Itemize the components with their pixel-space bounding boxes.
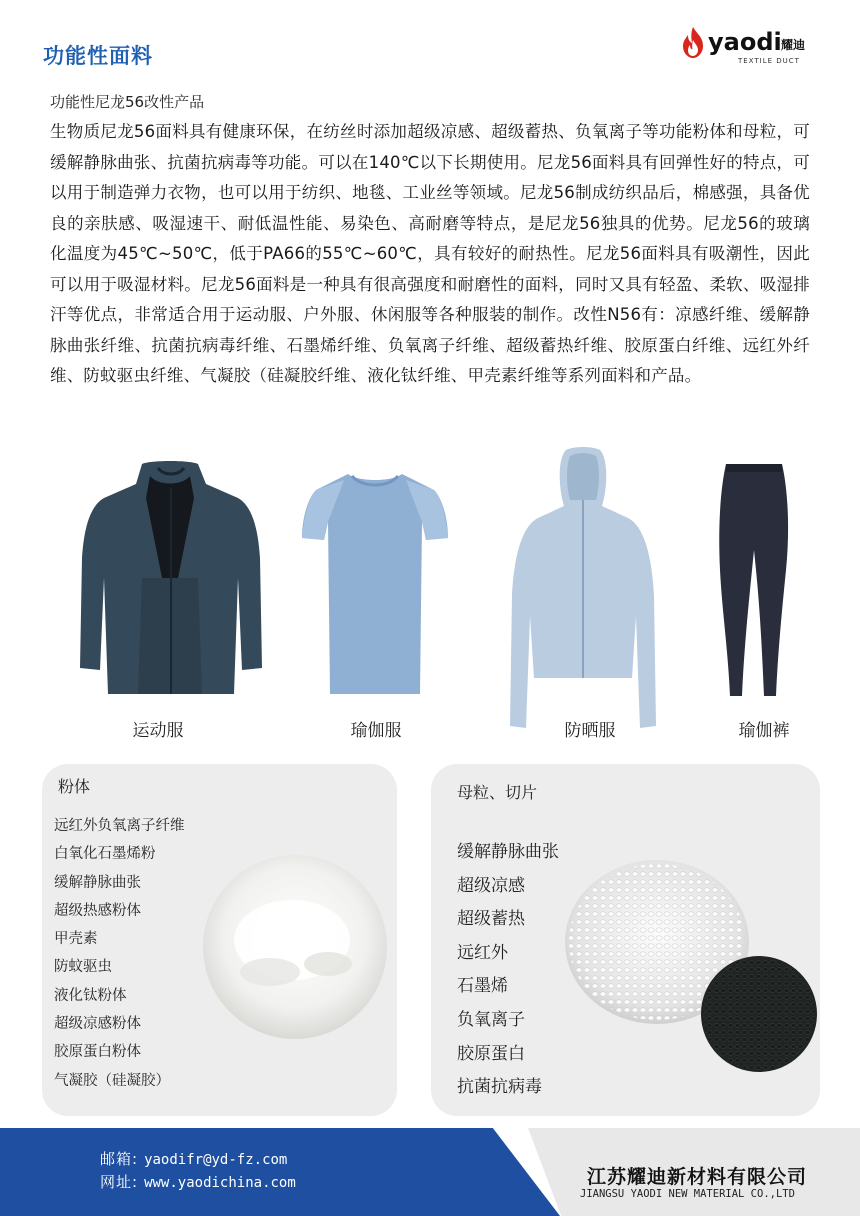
footer-email xyxy=(100,1148,287,1169)
tshirt-image xyxy=(300,468,450,698)
website-link[interactable]: www.yaodichina.com xyxy=(144,1175,296,1191)
company-name-en: JIANGSU YAODI NEW MATERIAL CO.,LTD xyxy=(580,1188,795,1200)
email-address[interactable]: yaodifr@yd-fz.com xyxy=(144,1152,288,1168)
list-item: 超级凉感 xyxy=(457,875,525,896)
list-item: 缓解静脉曲张 xyxy=(54,874,141,891)
list-item: 负氧离子 xyxy=(457,1009,525,1030)
product-label-yoga-pants: 瑜伽裤 xyxy=(738,721,790,741)
yoga-pants-image xyxy=(716,460,794,700)
page-title: 功能性面料 xyxy=(43,44,153,68)
list-item: 超级凉感粉体 xyxy=(54,1016,141,1033)
powder-list xyxy=(54,814,185,1097)
powder-image xyxy=(200,852,390,1042)
product-jacket xyxy=(78,458,264,698)
list-item: 远红外 xyxy=(457,942,508,963)
list-item: 气凝胶（硅凝胶） xyxy=(54,1072,170,1089)
list-item: 超级蓄热 xyxy=(457,909,525,930)
product-tshirt xyxy=(300,468,450,698)
list-item: 石墨烯 xyxy=(457,976,508,997)
intro-paragraph: 生物质尼龙56面料具有健康环保，在纺丝时添加超级凉感、超级蓄热、负氧离子等功能粉体和母粒，可缓解静脉曲张、抗菌抗病毒等功能。可以在140℃以下长期使用。尼龙56面料具有回弹性好的特点，可以用于制造弹力衣物，也可以用于纺织、地毯、工业丝等领域。尼龙56制成纺织品后，棉感强，具备优良的亲肤感、吸湿速干、耐低温性能、易染色、高耐磨等特点，是尼龙56独具的优势。尼龙56的玻璃化温度为45℃~50℃，低于PA66的55℃~60℃，具有较好的耐热性。尼龙56面料具有吸潮性，因此可以用于吸湿材料。尼龙56面料是一种具有很高强度和耐磨性的面料，同时又具有轻盈、柔软、吸湿排汗等优点，非常适合用于运动服、户外服、休闲服等各种服装的制作。改性N56有：凉感纤维、缓解静脉曲张纤维、抗菌抗病毒纤维、石墨烯纤维、负氧离子纤维、超级蓄热纤维、胶原蛋白纤维、远红外纤维、防蚊驱虫纤维、气凝胶（硅凝胶纤维、液化钛纤维、甲壳素纤维等系列面料和产品。 xyxy=(50,122,810,385)
list-item: 胶原蛋白粉体 xyxy=(54,1044,141,1061)
website-label: 网址: xyxy=(100,1173,139,1191)
section-subheading: 功能性尼龙56改性产品 xyxy=(50,93,205,111)
logo-brand-cn: 耀迪 xyxy=(781,38,806,52)
product-yoga-pants xyxy=(716,460,794,700)
list-item: 液化钛粉体 xyxy=(54,987,127,1004)
masterbatch-panel-title: 母粒、切片 xyxy=(457,783,538,802)
logo-brand: yaodi xyxy=(708,28,782,56)
product-label-sun-protection: 防晒服 xyxy=(564,721,616,741)
list-item: 胶原蛋白 xyxy=(457,1043,525,1064)
jacket-image xyxy=(78,458,264,698)
pellets-image xyxy=(559,854,819,1084)
product-label-yoga-top: 瑜伽服 xyxy=(350,721,402,741)
company-name-cn: 江苏耀迪新材料有限公司 xyxy=(587,1166,808,1188)
masterbatch-panel xyxy=(431,764,820,1116)
sun-jacket-image xyxy=(508,446,658,732)
powder-panel-title: 粉体 xyxy=(58,777,91,796)
product-label-sportswear: 运动服 xyxy=(132,721,184,741)
list-item: 抗菌抗病毒 xyxy=(457,1077,542,1098)
logo-tagline: TEXTILE DUCT xyxy=(738,57,800,65)
list-item: 防蚊驱虫 xyxy=(54,959,112,976)
product-sun-jacket xyxy=(508,446,658,732)
list-item: 远红外负氧离子纤维 xyxy=(54,818,185,834)
masterbatch-list xyxy=(457,837,559,1106)
email-label: 邮箱: xyxy=(100,1150,139,1168)
powder-panel xyxy=(42,764,397,1116)
list-item: 缓解静脉曲张 xyxy=(457,842,559,862)
footer-website xyxy=(100,1171,296,1192)
footer xyxy=(0,1128,860,1216)
list-item: 超级热感粉体 xyxy=(54,902,141,919)
list-item: 白氧化石墨烯粉 xyxy=(54,846,156,863)
list-item: 甲壳素 xyxy=(54,931,98,948)
flame-icon xyxy=(678,26,708,60)
company-logo xyxy=(678,26,818,70)
